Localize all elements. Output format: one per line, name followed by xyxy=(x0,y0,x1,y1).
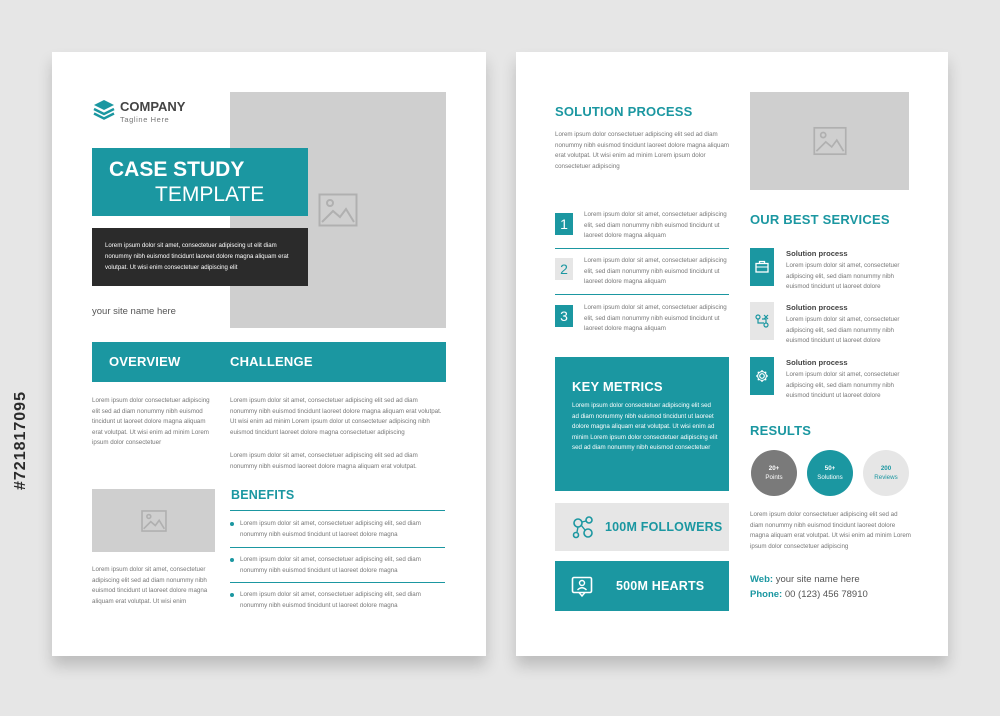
results-text: Lorem ipsum dolor consectetuer adipiscing elit sed ad diam nonummy nibh euismod tincidunt laoreet dolore magna aliquam erat volutpat. Ut wisi enim ad minim Lorem ipsum dolor consectetuer adipiscing xyxy=(750,511,911,550)
result-value: 20+ xyxy=(768,465,780,472)
right-image-placeholder xyxy=(750,92,909,190)
solution-text: Lorem ipsum dolor consectetuer adipiscing elit sed ad diam nonummy nibh euismod tincidunt laoreet dolore magna aliquam erat volutpat. Ut wisi enim ad minim Lorem ipsum dolor consectetuer adipiscing xyxy=(555,131,730,170)
step-number-1: 1 xyxy=(555,213,573,235)
site-name: your site name here xyxy=(92,306,176,317)
result-label: Points xyxy=(765,474,783,481)
results-heading: RESULTS xyxy=(750,423,812,438)
phone-value[interactable]: 00 (123) 456 78910 xyxy=(784,589,868,600)
step-divider xyxy=(555,248,729,249)
service-text: Lorem ipsum dolor sit amet, consectetuer adipiscing elit, sed diam nonummy nibh euismod tincidunt ut laoreet dolore xyxy=(786,262,900,291)
services-heading: OUR BEST SERVICES xyxy=(750,212,890,227)
service-item-icon-box xyxy=(750,248,774,286)
service-title: Solution process xyxy=(786,303,848,312)
result-label: Solutions xyxy=(817,474,843,481)
result-value: 200 xyxy=(880,465,892,472)
benefits-heading: BENEFITS xyxy=(231,488,295,502)
benefit-divider xyxy=(230,547,445,548)
image-icon xyxy=(813,126,847,156)
secondary-image-placeholder xyxy=(92,489,215,552)
bullet-icon xyxy=(230,558,234,562)
key-metrics-box xyxy=(555,357,729,491)
bullet-icon xyxy=(230,593,234,597)
phone-label: Phone: xyxy=(750,589,783,600)
benefit-text: Lorem ipsum dolor sit amet, consectetuer adipiscing elit, sed diam nonummy nibh euismod tincidunt ut laoreet dolore magna xyxy=(240,591,421,609)
followers-box xyxy=(555,503,729,551)
challenge-text-2: Lorem ipsum dolor sit amet, consectetuer adipiscing elit sed ad diam nonummy nibh euismod laoreet dolore magna aliquam erat volutpat. xyxy=(230,452,418,470)
step-number-3: 3 xyxy=(555,305,573,327)
step-text-3: Lorem ipsum dolor sit amet, consectetuer adipiscing elit, sed diam nonummy nibh euismod tincidunt ut laoreet dolore magna aliquam xyxy=(584,304,727,333)
profile-card-icon xyxy=(571,576,593,598)
step-text-1: Lorem ipsum dolor sit amet, consectetuer adipiscing elit, sed diam nonummy nibh euismod tincidunt ut laoreet dolore magna aliquam xyxy=(584,211,727,240)
result-value: 50+ xyxy=(824,465,836,472)
bullet-icon xyxy=(230,522,234,526)
challenge-heading: CHALLENGE xyxy=(230,354,313,369)
service-text: Lorem ipsum dolor sit amet, consectetuer adipiscing elit, sed diam nonummy nibh euismod tincidunt ut laoreet dolore xyxy=(786,316,900,345)
step-text-2: Lorem ipsum dolor sit amet, consectetuer adipiscing elit, sed diam nonummy nibh euismod tincidunt ut laoreet dolore magna aliquam xyxy=(584,257,727,286)
service-item-icon-box xyxy=(750,302,774,340)
service-item-icon-box xyxy=(750,357,774,395)
network-icon xyxy=(571,514,597,540)
company-name: COMPANY xyxy=(120,99,186,114)
section-bar xyxy=(92,342,446,382)
benefit-text: Lorem ipsum dolor sit amet, consectetuer adipiscing elit, sed diam nonummy nibh euismod tincidunt ut laoreet dolore magna xyxy=(240,520,421,538)
web-label: Web: xyxy=(750,574,774,585)
step-number-2: 2 xyxy=(555,258,573,280)
overview-heading: OVERVIEW xyxy=(109,354,181,369)
benefit-divider xyxy=(230,582,445,583)
web-line xyxy=(750,574,860,585)
result-reviews-circle xyxy=(863,450,909,496)
right-page xyxy=(516,52,948,656)
intro-box xyxy=(92,228,308,286)
image-icon xyxy=(318,193,358,227)
step-divider xyxy=(555,294,729,295)
strategy-icon xyxy=(754,313,770,329)
key-metrics-text: Lorem ipsum dolor consectetuer adipiscing elit sed ad diam nonummy nibh euismod tincidunt ut laoreet dolore magna aliquam erat volutpat. Ut wisi enim ad minim Lorem ipsum dolor consectetuer adipiscing elit sed ad diam nonummy nibh euismod consectetuer xyxy=(572,402,718,452)
benefit-text: Lorem ipsum dolor sit amet, consectetuer adipiscing elit, sed diam nonummy nibh euismod tincidunt ut laoreet dolore magna xyxy=(240,556,421,574)
hearts-label: 500M HEARTS xyxy=(616,579,705,593)
stock-id-text: #721817095 xyxy=(12,391,29,490)
company-tagline: Tagline Here xyxy=(120,115,170,124)
gear-icon xyxy=(755,369,769,383)
company-logo-icon xyxy=(92,98,116,122)
bottom-left-text: Lorem ipsum dolor sit amet, consectetuer adipiscing elit sed ad diam nonummy nibh euismod tincidunt ut laoreet dolore magna aliquam erat volutpat. Ut wisi enim xyxy=(92,566,208,605)
briefcase-icon xyxy=(755,260,769,273)
followers-label: 100M FOLLOWERS xyxy=(605,520,723,534)
stock-id-watermark xyxy=(12,270,36,490)
web-value[interactable]: your site name here xyxy=(775,574,860,585)
left-page xyxy=(52,52,486,656)
result-label: Reviews xyxy=(874,474,898,481)
challenge-text-1: Lorem ipsum dolor sit amet, consectetuer adipiscing elit sed ad diam nonummy nibh euismod tincidunt laoreet dolore magna aliquam erat volutpat. Ut wisi enim ad minim Lorem ipsum dolor ut consectetuer adipiscing nibh euismod tincidunt laoreet dolore magna consectetuer adipiscing xyxy=(230,397,442,436)
title-box xyxy=(92,148,308,216)
phone-line xyxy=(750,589,868,600)
result-points-circle xyxy=(751,450,797,496)
overview-text: Lorem ipsum dolor consectetuer adipiscing elit sed ad diam nonummy nibh euismod tincidunt ut laoreet dolore magna aliquam erat volutpat. Ut wisi enim ad minim Lorem ipsum dolor consectetuer xyxy=(92,397,210,447)
result-solutions-circle xyxy=(807,450,853,496)
image-icon xyxy=(141,510,167,532)
service-title: Solution process xyxy=(786,358,848,367)
solution-process-heading: SOLUTION PROCESS xyxy=(555,104,693,119)
service-text: Lorem ipsum dolor sit amet, consectetuer adipiscing elit, sed diam nonummy nibh euismod tincidunt ut laoreet dolore xyxy=(786,371,900,400)
intro-text: Lorem ipsum dolor sit amet, consectetuer adipiscing ut elit diam nonummy nibh euismod tincidunt laoreet dolore magna aliquam erat volutpat. Ut wisi enim consectetuer adipiscing elit xyxy=(105,242,289,271)
key-metrics-heading: KEY METRICS xyxy=(572,379,663,394)
benefits-divider xyxy=(230,510,445,511)
title-line-2: TEMPLATE xyxy=(155,183,265,206)
service-title: Solution process xyxy=(786,249,848,258)
title-line-1: CASE STUDY xyxy=(109,158,245,181)
hearts-box xyxy=(555,561,729,611)
